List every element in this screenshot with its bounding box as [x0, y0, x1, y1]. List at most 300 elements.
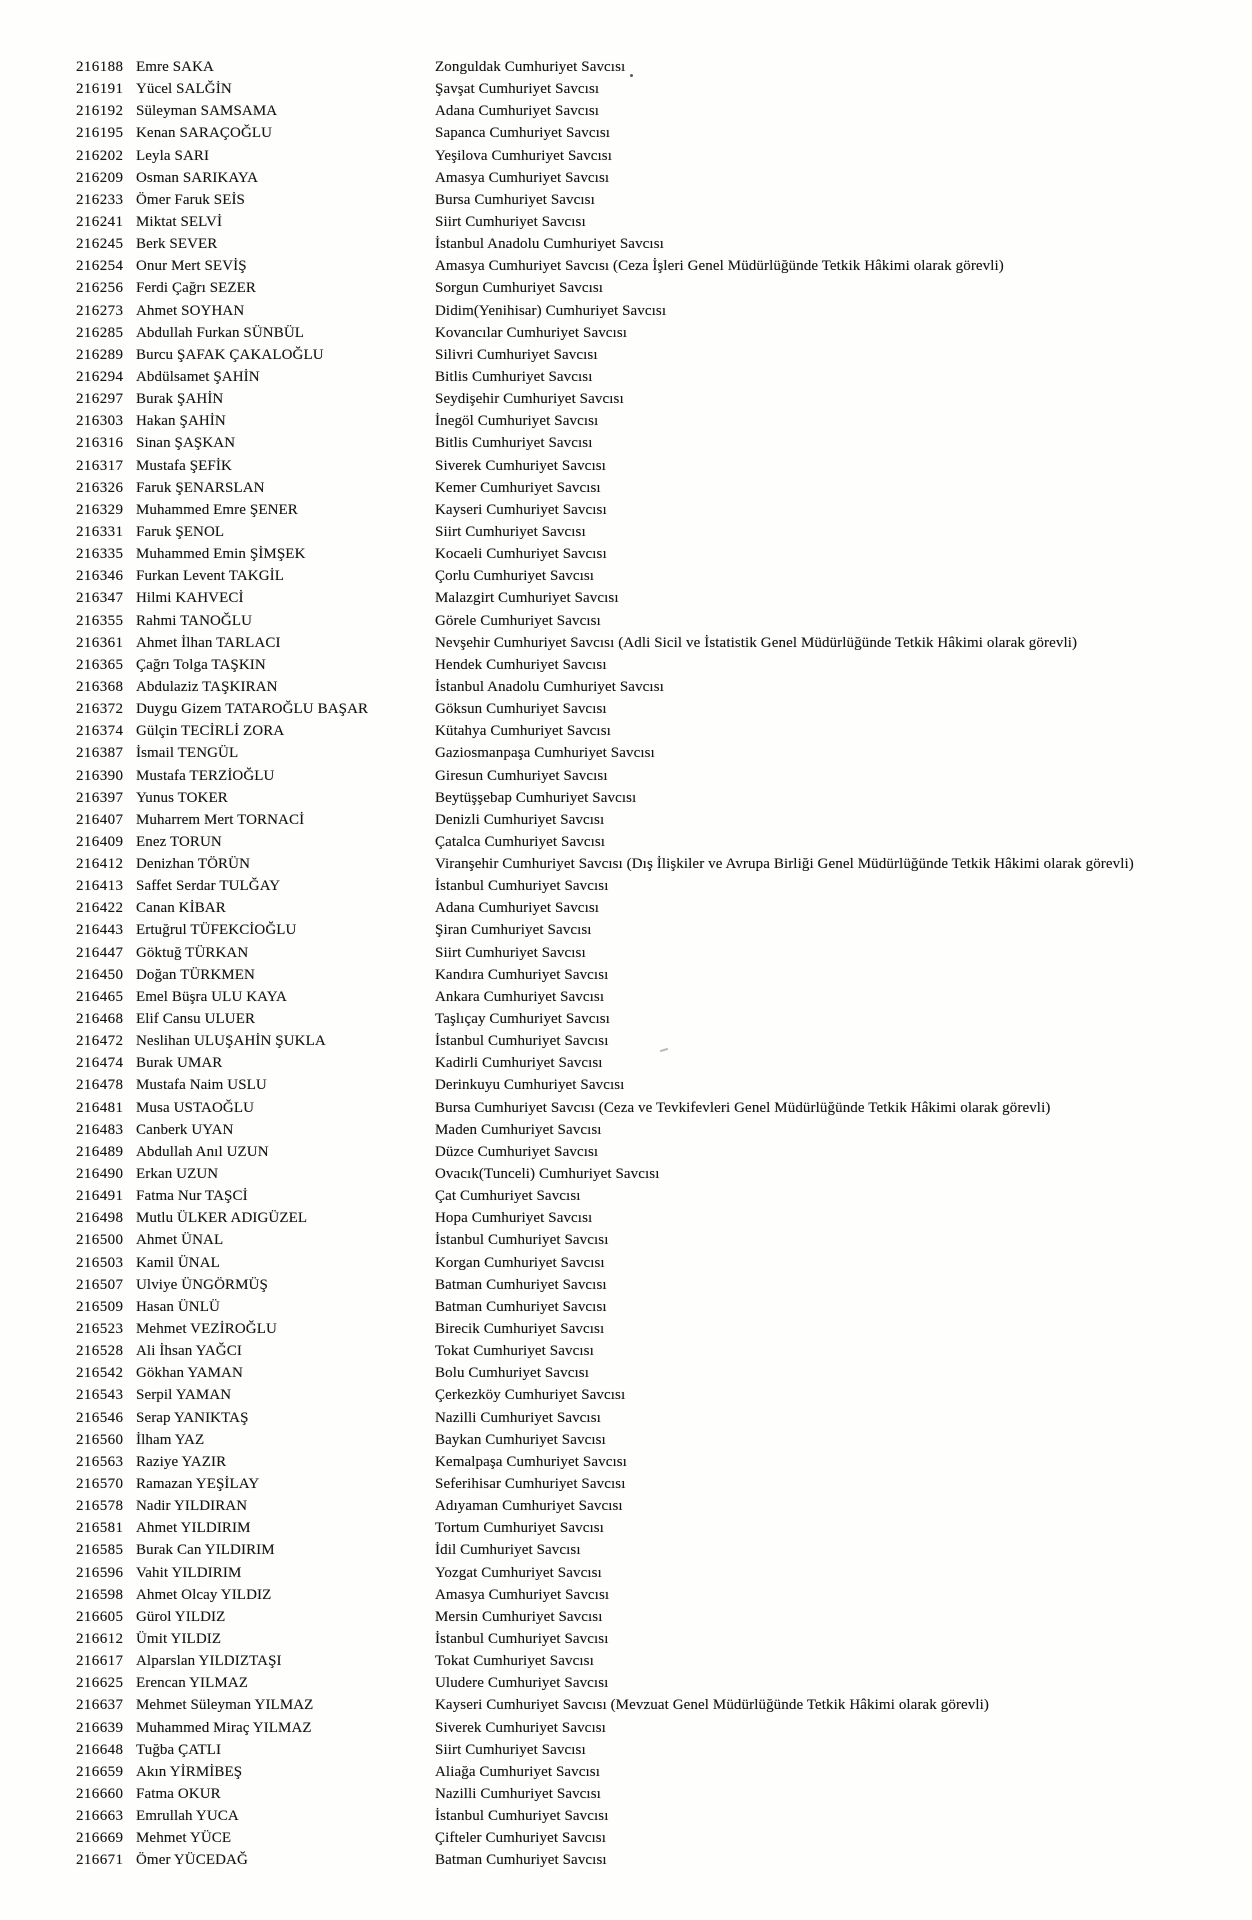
person-name: Mutlu ÜLKER ADIGÜZEL: [136, 1210, 308, 1227]
person-name: Muharrem Mert TORNACİ: [136, 811, 305, 828]
duty-assignment: Sorgun Cumhuriyet Savcısı: [435, 280, 604, 297]
table-row: [0, 300, 1252, 322]
duty-assignment: Yeşilova Cumhuriyet Savcısı: [435, 147, 613, 164]
table-row: [0, 432, 1252, 454]
duty-assignment: Amasya Cumhuriyet Savcısı (Ceza İşleri Genel Müdürlüğünde Tetkik Hâkimi olarak görevli): [435, 258, 1004, 275]
table-row: [0, 1584, 1252, 1606]
registry-number: 216355: [76, 612, 124, 629]
table-row: [0, 1783, 1252, 1805]
duty-assignment: Mersin Cumhuriyet Savcısı: [435, 1608, 603, 1625]
person-name: Fatma OKUR: [136, 1785, 221, 1802]
table-row: [0, 1827, 1252, 1849]
person-name: Enez TORUN: [136, 833, 222, 850]
duty-assignment: Beytüşşebap Cumhuriyet Savcısı: [435, 789, 637, 806]
registry-number: 216202: [76, 147, 124, 164]
registry-number: 216659: [76, 1763, 124, 1780]
person-name: Duygu Gizem TATAROĞLU BAŞAR: [136, 701, 369, 718]
registry-number: 216390: [76, 767, 124, 784]
table-row: [0, 698, 1252, 720]
person-name: Muhammed Emin ŞİMŞEK: [136, 546, 306, 563]
person-name: Akın YİRMİBEŞ: [136, 1763, 243, 1780]
person-name: Göktuğ TÜRKAN: [136, 944, 249, 961]
person-name: Raziye YAZIR: [136, 1453, 227, 1470]
duty-assignment: Adana Cumhuriyet Savcısı: [435, 103, 600, 120]
table-row: [0, 1185, 1252, 1207]
person-name: Ümit YILDIZ: [136, 1630, 222, 1647]
registry-number: 216578: [76, 1498, 124, 1515]
person-name: Fatma Nur TAŞCİ: [136, 1188, 248, 1205]
person-name: Mustafa TERZİOĞLU: [136, 767, 275, 784]
person-name: Abdülsamet ŞAHİN: [136, 368, 260, 385]
person-name: Mehmet YÜCE: [136, 1830, 232, 1847]
person-name: Neslihan ULUŞAHİN ŞUKLA: [136, 1033, 326, 1050]
table-row: [0, 145, 1252, 167]
table-row: [0, 720, 1252, 742]
registry-number: 216317: [76, 457, 124, 474]
table-row: [0, 1141, 1252, 1163]
table-row: [0, 875, 1252, 897]
duty-assignment: Siirt Cumhuriyet Savcısı: [435, 1741, 586, 1758]
table-row: [0, 1097, 1252, 1119]
person-name: Gökhan YAMAN: [136, 1365, 243, 1382]
table-row: [0, 255, 1252, 277]
duty-assignment: Hendek Cumhuriyet Savcısı: [435, 656, 607, 673]
registry-number: 216612: [76, 1630, 124, 1647]
registry-number: 216331: [76, 523, 124, 540]
table-row: [0, 1384, 1252, 1406]
registry-number: 216468: [76, 1011, 124, 1028]
table-row: [0, 167, 1252, 189]
duty-assignment: Hopa Cumhuriyet Savcısı: [435, 1210, 593, 1227]
duty-assignment: Bursa Cumhuriyet Savcısı: [435, 191, 595, 208]
registry-number: 216523: [76, 1321, 124, 1338]
duty-assignment: Siverek Cumhuriyet Savcısı: [435, 1719, 606, 1736]
registry-number: 216669: [76, 1830, 124, 1847]
registry-number: 216273: [76, 302, 124, 319]
table-row: [0, 1606, 1252, 1628]
registry-number: 216581: [76, 1520, 124, 1537]
duty-assignment: Kocaeli Cumhuriyet Savcısı: [435, 546, 607, 563]
registry-number: 216209: [76, 169, 124, 186]
table-row: [0, 787, 1252, 809]
duty-assignment: Seferihisar Cumhuriyet Savcısı: [435, 1476, 626, 1492]
duty-assignment: Siirt Cumhuriyet Savcısı: [435, 523, 586, 540]
duty-assignment: İstanbul Cumhuriyet Savcısı: [435, 878, 609, 895]
person-name: Abdullah Furkan SÜNBÜL: [136, 324, 305, 341]
duty-assignment: Kütahya Cumhuriyet Savcısı: [435, 723, 611, 740]
table-row: [0, 1008, 1252, 1030]
person-name: Ferdi Çağrı SEZER: [136, 280, 257, 297]
registry-number: 216294: [76, 368, 124, 385]
registry-number: 216372: [76, 701, 124, 718]
table-row: [0, 499, 1252, 521]
registry-number: 216560: [76, 1431, 124, 1448]
person-name: Muhammed Emre ŞENER: [136, 501, 298, 518]
registry-number: 216387: [76, 745, 124, 762]
duty-assignment: Giresun Cumhuriyet Savcısı: [435, 767, 608, 784]
table-row: [0, 1672, 1252, 1694]
person-name: Musa USTAOĞLU: [136, 1099, 255, 1116]
person-name: Abdulaziz TAŞKIRAN: [136, 678, 278, 695]
registry-number: 216605: [76, 1608, 124, 1625]
person-name: Mustafa ŞEFİK: [136, 457, 232, 474]
duty-assignment: Amasya Cumhuriyet Savcısı: [435, 169, 610, 186]
table-row: [0, 964, 1252, 986]
person-name: Çağrı Tolga TAŞKIN: [136, 656, 266, 673]
registry-number: 216374: [76, 723, 124, 740]
person-name: Berk SEVER: [136, 236, 218, 253]
person-name: Tuğba ÇATLI: [136, 1741, 222, 1758]
table-row: [0, 388, 1252, 410]
registry-number: 216570: [76, 1476, 124, 1492]
duty-assignment: Uludere Cumhuriyet Savcısı: [435, 1675, 609, 1692]
registry-number: 216639: [76, 1719, 124, 1736]
duty-assignment: Kayseri Cumhuriyet Savcısı (Mevzuat Genel Müdürlüğünde Tetkik Hâkimi olarak görevli): [435, 1697, 990, 1714]
person-name: Kenan SARAÇOĞLU: [136, 125, 273, 142]
registry-number: 216233: [76, 191, 124, 208]
duty-assignment: Çatalca Cumhuriyet Savcısı: [435, 833, 606, 850]
table-row: [0, 1296, 1252, 1318]
duty-assignment: Ovacık(Tunceli) Cumhuriyet Savcısı: [435, 1166, 660, 1183]
person-name: Gürol YILDIZ: [136, 1608, 226, 1625]
registry-number: 216443: [76, 922, 124, 939]
registry-number: 216490: [76, 1166, 124, 1183]
table-row: [0, 1052, 1252, 1074]
registry-number: 216509: [76, 1298, 124, 1315]
table-row: [0, 1495, 1252, 1517]
person-name: Serpil YAMAN: [136, 1387, 232, 1404]
registry-number: 216598: [76, 1586, 124, 1603]
table-row: [0, 1739, 1252, 1761]
duty-assignment: Görele Cumhuriyet Savcısı: [435, 612, 601, 629]
registry-number: 216329: [76, 501, 124, 518]
registry-number: 216195: [76, 125, 124, 142]
duty-assignment: Silivri Cumhuriyet Savcısı: [435, 346, 598, 363]
registry-number: 216409: [76, 833, 124, 850]
duty-assignment: İstanbul Anadolu Cumhuriyet Savcısı: [435, 236, 664, 253]
person-name: Osman SARIKAYA: [136, 169, 259, 186]
person-name: Faruk ŞENARSLAN: [136, 479, 265, 496]
duty-assignment: Batman Cumhuriyet Savcısı: [435, 1298, 607, 1315]
table-row: [0, 853, 1252, 875]
table-row: [0, 1318, 1252, 1340]
duty-assignment: Bitlis Cumhuriyet Savcısı: [435, 368, 593, 385]
registry-number: 216347: [76, 590, 124, 607]
table-row: [0, 277, 1252, 299]
duty-assignment: Kemer Cumhuriyet Savcısı: [435, 479, 601, 496]
person-name: Yücel SALĞİN: [136, 81, 232, 98]
table-row: [0, 742, 1252, 764]
table-row: [0, 565, 1252, 587]
duty-assignment: Adana Cumhuriyet Savcısı: [435, 900, 600, 917]
table-row: [0, 189, 1252, 211]
registry-number: 216474: [76, 1055, 124, 1072]
registry-number: 216625: [76, 1675, 124, 1692]
duty-assignment: Nazilli Cumhuriyet Savcısı: [435, 1409, 601, 1426]
registry-number: 216617: [76, 1653, 124, 1670]
table-row: [0, 1451, 1252, 1473]
table-row: [0, 1628, 1252, 1650]
duty-assignment: Didim(Yenihisar) Cumhuriyet Savcısı: [435, 302, 667, 319]
person-name: Ertuğrul TÜFEKCİOĞLU: [136, 922, 297, 939]
table-row: [0, 1849, 1252, 1871]
duty-assignment: İstanbul Cumhuriyet Savcısı: [435, 1808, 609, 1825]
table-row: [0, 676, 1252, 698]
duty-assignment: Çifteler Cumhuriyet Savcısı: [435, 1830, 607, 1847]
person-name: Faruk ŞENOL: [136, 523, 225, 540]
person-name: Elif Cansu ULUER: [136, 1011, 256, 1028]
duty-assignment: Bitlis Cumhuriyet Savcısı: [435, 435, 593, 452]
table-row: [0, 1229, 1252, 1251]
registry-number: 216671: [76, 1852, 124, 1869]
registry-number: 216397: [76, 789, 124, 806]
duty-assignment: Birecik Cumhuriyet Savcısı: [435, 1321, 605, 1338]
duty-assignment: Korgan Cumhuriyet Savcısı: [435, 1254, 605, 1271]
registry-number: 216297: [76, 391, 124, 408]
registry-number: 216245: [76, 236, 124, 253]
duty-assignment: Düzce Cumhuriyet Savcısı: [435, 1143, 599, 1160]
person-name: Canberk UYAN: [136, 1121, 234, 1138]
table-row: [0, 1274, 1252, 1296]
person-name: Alparslan YILDIZTAŞI: [136, 1653, 282, 1670]
person-name: Süleyman SAMSAMA: [136, 103, 278, 120]
person-name: Canan KİBAR: [136, 900, 226, 917]
prosecutor-appointment-list: [0, 56, 1252, 1872]
person-name: Vahit YILDIRIM: [136, 1564, 242, 1581]
table-row: [0, 1362, 1252, 1384]
person-name: Ahmet YILDIRIM: [136, 1520, 251, 1537]
registry-number: 216335: [76, 546, 124, 563]
duty-assignment: Tokat Cumhuriyet Savcısı: [435, 1653, 594, 1670]
table-row: [0, 410, 1252, 432]
duty-assignment: Çat Cumhuriyet Savcısı: [435, 1188, 581, 1205]
duty-assignment: Adıyaman Cumhuriyet Savcısı: [435, 1498, 623, 1515]
person-name: Emre SAKA: [136, 59, 214, 75]
person-name: Ömer Faruk SEİS: [136, 191, 245, 208]
registry-number: 216546: [76, 1409, 124, 1426]
person-name: Mehmet Süleyman YILMAZ: [136, 1697, 314, 1714]
table-row: [0, 986, 1252, 1008]
person-name: Ahmet Olcay YILDIZ: [136, 1586, 272, 1603]
duty-assignment: Batman Cumhuriyet Savcısı: [435, 1276, 607, 1293]
person-name: Doğan TÜRKMEN: [136, 966, 255, 983]
duty-assignment: Çerkezköy Cumhuriyet Savcısı: [435, 1387, 626, 1404]
duty-assignment: Derinkuyu Cumhuriyet Savcısı: [435, 1077, 625, 1094]
registry-number: 216596: [76, 1564, 124, 1581]
person-name: Hakan ŞAHİN: [136, 413, 226, 430]
table-row: [0, 1252, 1252, 1274]
table-row: [0, 100, 1252, 122]
table-row: [0, 610, 1252, 632]
registry-number: 216489: [76, 1143, 124, 1160]
duty-assignment: Sapanca Cumhuriyet Savcısı: [435, 125, 611, 142]
duty-assignment: Yozgat Cumhuriyet Savcısı: [435, 1564, 602, 1581]
registry-number: 216412: [76, 856, 124, 873]
table-row: [0, 1207, 1252, 1229]
person-name: Emrullah YUCA: [136, 1808, 239, 1825]
table-row: [0, 831, 1252, 853]
duty-assignment: Bursa Cumhuriyet Savcısı (Ceza ve Tevkifevleri Genel Müdürlüğünde Tetkik Hâkimi olarak görevli): [435, 1099, 1051, 1116]
person-name: Miktat SELVİ: [136, 213, 223, 230]
table-row: [0, 1717, 1252, 1739]
table-row: [0, 366, 1252, 388]
registry-number: 216256: [76, 280, 124, 297]
registry-number: 216407: [76, 811, 124, 828]
table-row: [0, 322, 1252, 344]
duty-assignment: Kayseri Cumhuriyet Savcısı: [435, 501, 607, 518]
person-name: Burak ŞAHİN: [136, 391, 224, 408]
duty-assignment: Çorlu Cumhuriyet Savcısı: [435, 568, 595, 585]
duty-assignment: Ankara Cumhuriyet Savcısı: [435, 988, 605, 1005]
person-name: Emel Büşra ULU KAYA: [136, 988, 287, 1005]
registry-number: 216368: [76, 678, 124, 695]
duty-assignment: Amasya Cumhuriyet Savcısı: [435, 1586, 610, 1603]
registry-number: 216498: [76, 1210, 124, 1227]
registry-number: 216478: [76, 1077, 124, 1094]
duty-assignment: Zonguldak Cumhuriyet Savcısı: [435, 59, 626, 75]
registry-number: 216241: [76, 213, 124, 230]
duty-assignment: Bolu Cumhuriyet Savcısı: [435, 1365, 589, 1382]
registry-number: 216413: [76, 878, 124, 895]
table-row: [0, 1119, 1252, 1141]
duty-assignment: İstanbul Cumhuriyet Savcısı: [435, 1033, 609, 1050]
person-name: Nadir YILDIRAN: [136, 1498, 248, 1515]
registry-number: 216543: [76, 1387, 124, 1404]
registry-number: 216447: [76, 944, 124, 961]
table-row: [0, 809, 1252, 831]
person-name: Burak Can YILDIRIM: [136, 1542, 275, 1559]
duty-assignment: Taşlıçay Cumhuriyet Savcısı: [435, 1011, 610, 1028]
table-row: [0, 765, 1252, 787]
duty-assignment: Kandıra Cumhuriyet Savcısı: [435, 966, 609, 983]
duty-assignment: Aliağa Cumhuriyet Savcısı: [435, 1763, 600, 1780]
table-row: [0, 1539, 1252, 1561]
registry-number: 216663: [76, 1808, 124, 1825]
registry-number: 216507: [76, 1276, 124, 1293]
person-name: Ali İhsan YAĞCI: [136, 1343, 242, 1360]
table-row: [0, 344, 1252, 366]
duty-assignment: Tokat Cumhuriyet Savcısı: [435, 1343, 594, 1360]
table-row: [0, 211, 1252, 233]
duty-assignment: Siirt Cumhuriyet Savcısı: [435, 944, 586, 961]
person-name: İsmail TENGÜL: [136, 745, 239, 762]
table-row: [0, 122, 1252, 144]
table-row: [0, 1562, 1252, 1584]
duty-assignment: İstanbul Anadolu Cumhuriyet Savcısı: [435, 678, 664, 695]
duty-assignment: Şiran Cumhuriyet Savcısı: [435, 922, 592, 939]
registry-number: 216303: [76, 413, 124, 430]
registry-number: 216422: [76, 900, 124, 917]
registry-number: 216491: [76, 1188, 124, 1205]
table-row: [0, 1650, 1252, 1672]
person-name: Mehmet VEZİROĞLU: [136, 1321, 277, 1338]
registry-number: 216191: [76, 81, 124, 98]
person-name: Denizhan TÖRÜN: [136, 856, 251, 873]
person-name: Burak UMAR: [136, 1055, 223, 1072]
duty-assignment: Tortum Cumhuriyet Savcısı: [435, 1520, 604, 1537]
duty-assignment: Siirt Cumhuriyet Savcısı: [435, 213, 586, 230]
person-name: Erkan UZUN: [136, 1166, 219, 1183]
table-row: [0, 897, 1252, 919]
table-row: [0, 587, 1252, 609]
duty-assignment: İstanbul Cumhuriyet Savcısı: [435, 1232, 609, 1249]
registry-number: 216326: [76, 479, 124, 496]
registry-number: 216500: [76, 1232, 124, 1249]
person-name: Ulviye ÜNGÖRMÜŞ: [136, 1276, 268, 1293]
duty-assignment: Kadirli Cumhuriyet Savcısı: [435, 1055, 603, 1072]
person-name: Yunus TOKER: [136, 789, 228, 806]
registry-number: 216365: [76, 656, 124, 673]
person-name: Hasan ÜNLÜ: [136, 1298, 220, 1315]
table-row: [0, 78, 1252, 100]
table-row: [0, 455, 1252, 477]
person-name: Furkan Levent TAKGİL: [136, 568, 284, 585]
registry-number: 216637: [76, 1697, 124, 1714]
table-row: [0, 919, 1252, 941]
registry-number: 216660: [76, 1785, 124, 1802]
person-name: Ömer YÜCEDAĞ: [136, 1852, 248, 1869]
duty-assignment: Baykan Cumhuriyet Savcısı: [435, 1431, 606, 1448]
duty-assignment: Batman Cumhuriyet Savcısı: [435, 1852, 607, 1869]
duty-assignment: İnegöl Cumhuriyet Savcısı: [435, 413, 599, 430]
person-name: Gülçin TECİRLİ ZORA: [136, 723, 285, 740]
duty-assignment: Maden Cumhuriyet Savcısı: [435, 1121, 602, 1138]
table-row: [0, 1429, 1252, 1451]
registry-number: 216483: [76, 1121, 124, 1138]
table-row: [0, 477, 1252, 499]
table-row: [0, 1407, 1252, 1429]
registry-number: 216346: [76, 568, 124, 585]
registry-number: 216289: [76, 346, 124, 363]
person-name: Muhammed Miraç YILMAZ: [136, 1719, 312, 1736]
person-name: Onur Mert SEVİŞ: [136, 258, 247, 275]
table-row: [0, 1805, 1252, 1827]
person-name: Mustafa Naim USLU: [136, 1077, 267, 1094]
registry-number: 216528: [76, 1343, 124, 1360]
person-name: Hilmi KAHVECİ: [136, 590, 244, 607]
table-row: [0, 654, 1252, 676]
duty-assignment: Göksun Cumhuriyet Savcısı: [435, 701, 607, 718]
duty-assignment: Nazilli Cumhuriyet Savcısı: [435, 1785, 601, 1802]
person-name: Leyla SARI: [136, 147, 210, 164]
duty-assignment: İstanbul Cumhuriyet Savcısı: [435, 1630, 609, 1647]
person-name: Ahmet SOYHAN: [136, 302, 245, 319]
registry-number: 216585: [76, 1542, 124, 1559]
table-row: [0, 1761, 1252, 1783]
registry-number: 216361: [76, 634, 124, 651]
table-row: [0, 56, 1252, 78]
registry-number: 216188: [76, 59, 124, 75]
table-row: [0, 1517, 1252, 1539]
person-name: Burcu ŞAFAK ÇAKALOĞLU: [136, 346, 324, 363]
duty-assignment: Malazgirt Cumhuriyet Savcısı: [435, 590, 619, 607]
person-name: Ahmet İlhan TARLACI: [136, 634, 281, 651]
registry-number: 216192: [76, 103, 124, 120]
table-row: [0, 521, 1252, 543]
registry-number: 216450: [76, 966, 124, 983]
duty-assignment: Gaziosmanpaşa Cumhuriyet Savcısı: [435, 745, 655, 762]
person-name: Saffet Serdar TULĞAY: [136, 878, 281, 895]
duty-assignment: İdil Cumhuriyet Savcısı: [435, 1542, 581, 1559]
person-name: Serap YANIKTAŞ: [136, 1409, 249, 1426]
person-name: Kamil ÜNAL: [136, 1254, 220, 1271]
person-name: Sinan ŞAŞKAN: [136, 435, 236, 452]
duty-assignment: Nevşehir Cumhuriyet Savcısı (Adli Sicil ve İstatistik Genel Müdürlüğünde Tetkik Hâkimi olarak görevli): [435, 634, 1078, 651]
registry-number: 216254: [76, 258, 124, 275]
person-name: Ahmet ÜNAL: [136, 1232, 224, 1249]
table-row: [0, 1074, 1252, 1096]
table-row: [0, 1694, 1252, 1716]
